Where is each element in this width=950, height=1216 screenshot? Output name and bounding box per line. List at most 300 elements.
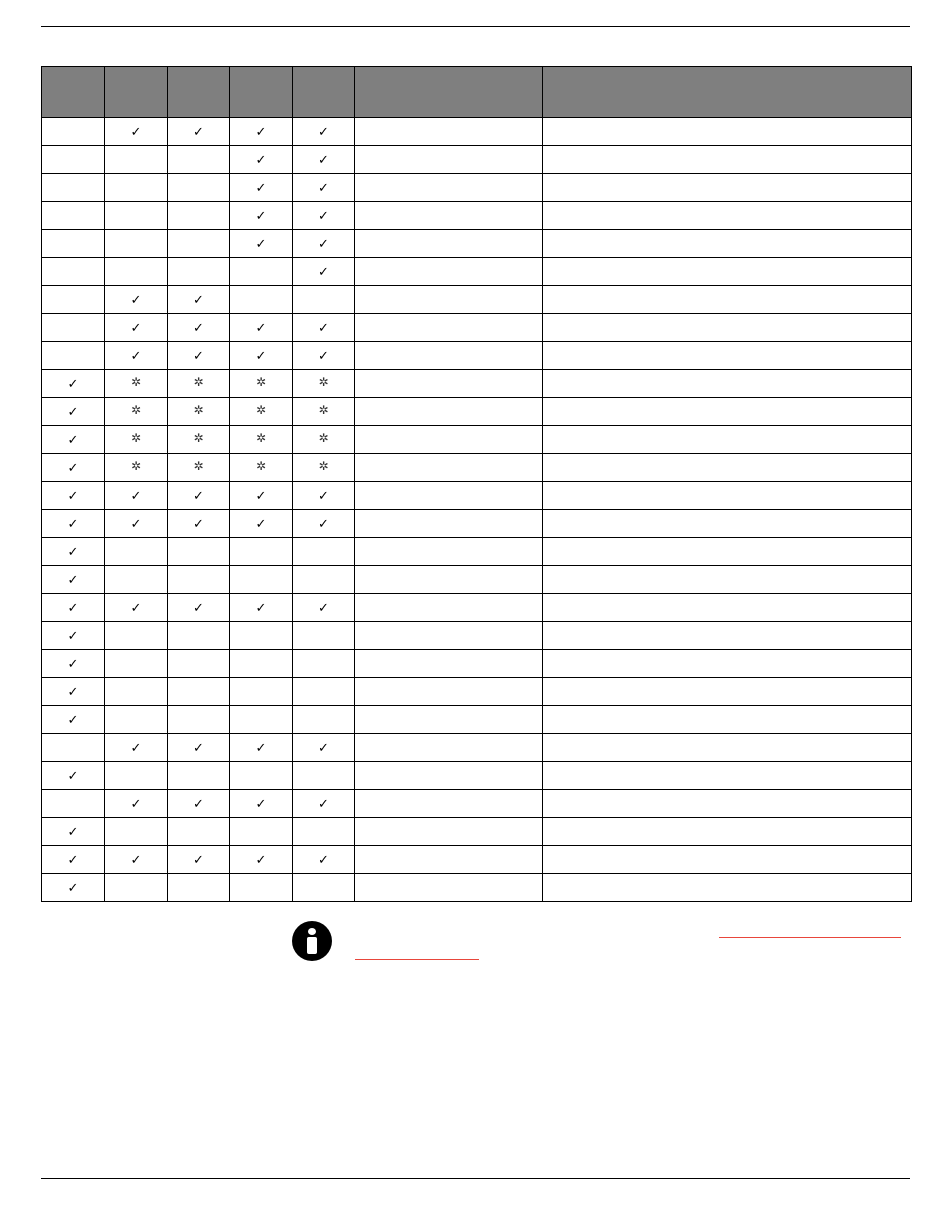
check-mark-icon: ✓ <box>193 489 204 504</box>
table-cell <box>42 174 105 202</box>
asterisk-icon: ✲ <box>130 403 142 417</box>
table-cell <box>293 146 355 174</box>
table-cell <box>168 510 230 538</box>
asterisk-icon: ✲ <box>318 375 329 389</box>
table-cell <box>355 874 543 902</box>
check-mark-icon: ✓ <box>255 237 267 252</box>
table-cell <box>543 258 912 286</box>
table-cell <box>230 482 293 510</box>
table-row <box>42 454 912 482</box>
table-cell <box>355 258 543 286</box>
table-header-row <box>42 67 912 118</box>
check-mark-icon: ✓ <box>318 153 329 168</box>
table-cell <box>293 398 355 426</box>
check-mark-icon: ✓ <box>130 741 142 756</box>
column-header <box>543 67 912 118</box>
table-cell <box>105 342 168 370</box>
table-cell <box>293 258 355 286</box>
table-row <box>42 734 912 762</box>
asterisk-icon: ✲ <box>255 403 267 417</box>
table-cell <box>355 650 543 678</box>
table-cell <box>230 874 293 902</box>
table-cell <box>42 202 105 230</box>
table-cell <box>543 762 912 790</box>
table-cell <box>168 454 230 482</box>
check-mark-icon: ✓ <box>130 489 142 504</box>
check-mark-icon: ✓ <box>193 601 204 616</box>
table-cell <box>168 762 230 790</box>
table-cell <box>105 622 168 650</box>
table-cell <box>105 454 168 482</box>
check-mark-icon: ✓ <box>255 489 267 504</box>
table-cell <box>293 426 355 454</box>
table-cell <box>105 510 168 538</box>
asterisk-icon: ✲ <box>318 459 329 473</box>
note-link[interactable] <box>719 937 901 938</box>
table-cell <box>105 230 168 258</box>
table-cell <box>168 846 230 874</box>
table-cell <box>293 650 355 678</box>
check-mark-icon: ✓ <box>193 321 204 336</box>
table-cell <box>293 342 355 370</box>
check-mark-icon: ✓ <box>130 853 142 868</box>
table-cell <box>293 118 355 146</box>
table-cell <box>230 706 293 734</box>
table-cell <box>543 342 912 370</box>
table-body <box>42 118 912 902</box>
table-cell <box>230 286 293 314</box>
check-mark-icon: ✓ <box>67 713 79 728</box>
check-mark-icon: ✓ <box>130 293 142 308</box>
table-cell <box>293 230 355 258</box>
check-mark-icon: ✓ <box>67 601 79 616</box>
table-cell <box>105 118 168 146</box>
check-mark-icon: ✓ <box>67 433 79 448</box>
table-row <box>42 790 912 818</box>
table-cell <box>168 622 230 650</box>
table-cell <box>168 790 230 818</box>
note-link-continued[interactable] <box>355 959 479 960</box>
table-cell <box>293 286 355 314</box>
table-cell <box>230 426 293 454</box>
check-mark-icon: ✓ <box>318 321 329 336</box>
table-cell <box>355 762 543 790</box>
table-cell <box>230 762 293 790</box>
table-cell <box>105 398 168 426</box>
table-cell <box>293 174 355 202</box>
table-cell <box>355 734 543 762</box>
table-cell <box>42 594 105 622</box>
table-cell <box>168 146 230 174</box>
check-mark-icon: ✓ <box>255 853 267 868</box>
table-cell <box>42 146 105 174</box>
table-cell <box>543 314 912 342</box>
check-mark-icon: ✓ <box>255 181 267 196</box>
table-cell <box>105 370 168 398</box>
table-cell <box>355 678 543 706</box>
table-cell <box>230 566 293 594</box>
table-cell <box>355 790 543 818</box>
column-header <box>42 67 105 118</box>
table-row <box>42 230 912 258</box>
table-cell <box>42 734 105 762</box>
table-cell <box>293 314 355 342</box>
table-row <box>42 370 912 398</box>
table-cell <box>105 706 168 734</box>
table-cell <box>105 566 168 594</box>
table-cell <box>105 286 168 314</box>
table-cell <box>105 734 168 762</box>
table-cell <box>355 510 543 538</box>
table-cell <box>543 734 912 762</box>
table-cell <box>355 398 543 426</box>
table-cell <box>168 258 230 286</box>
compatibility-table <box>41 66 912 902</box>
table-cell <box>105 678 168 706</box>
table-cell <box>355 370 543 398</box>
table-cell <box>105 846 168 874</box>
table-cell <box>168 426 230 454</box>
table-cell <box>293 594 355 622</box>
table-cell <box>105 650 168 678</box>
table-cell <box>355 174 543 202</box>
table-cell <box>543 426 912 454</box>
table-cell <box>543 790 912 818</box>
check-mark-icon: ✓ <box>318 349 329 364</box>
check-mark-icon: ✓ <box>318 741 329 756</box>
table-row <box>42 874 912 902</box>
table-cell <box>168 118 230 146</box>
table-cell <box>543 566 912 594</box>
table-cell <box>543 678 912 706</box>
check-mark-icon: ✓ <box>193 125 204 140</box>
asterisk-icon: ✲ <box>193 403 204 417</box>
column-header <box>230 67 293 118</box>
table-cell <box>543 482 912 510</box>
table-cell <box>42 510 105 538</box>
asterisk-icon: ✲ <box>130 459 142 473</box>
check-mark-icon: ✓ <box>255 153 267 168</box>
table-cell <box>293 762 355 790</box>
table-cell <box>355 118 543 146</box>
table-row <box>42 146 912 174</box>
table-cell <box>105 762 168 790</box>
table-row <box>42 482 912 510</box>
table-cell <box>355 146 543 174</box>
table-cell <box>355 314 543 342</box>
table-cell <box>543 818 912 846</box>
asterisk-icon: ✲ <box>255 459 267 473</box>
table-row <box>42 174 912 202</box>
table-cell <box>355 594 543 622</box>
table-cell <box>355 566 543 594</box>
table-cell <box>168 398 230 426</box>
table-cell <box>293 790 355 818</box>
table-cell <box>168 370 230 398</box>
table-cell <box>355 706 543 734</box>
check-mark-icon: ✓ <box>193 517 204 532</box>
check-mark-icon: ✓ <box>318 125 329 140</box>
asterisk-icon: ✲ <box>130 375 142 389</box>
check-mark-icon: ✓ <box>318 517 329 532</box>
table-cell <box>230 594 293 622</box>
table-cell <box>168 482 230 510</box>
check-mark-icon: ✓ <box>130 601 142 616</box>
check-mark-icon: ✓ <box>193 741 204 756</box>
check-mark-icon: ✓ <box>318 853 329 868</box>
table-cell <box>42 118 105 146</box>
info-icon <box>292 921 332 961</box>
table-cell <box>105 314 168 342</box>
check-mark-icon: ✓ <box>318 181 329 196</box>
table-cell <box>168 230 230 258</box>
check-mark-icon: ✓ <box>67 881 79 896</box>
table-cell <box>42 566 105 594</box>
check-mark-icon: ✓ <box>193 293 204 308</box>
asterisk-icon: ✲ <box>130 431 142 445</box>
check-mark-icon: ✓ <box>67 853 79 868</box>
table-row <box>42 594 912 622</box>
table-cell <box>293 846 355 874</box>
table-cell <box>168 286 230 314</box>
asterisk-icon: ✲ <box>193 431 204 445</box>
header-rule <box>41 26 910 27</box>
table-cell <box>230 538 293 566</box>
check-mark-icon: ✓ <box>318 209 329 224</box>
table-row <box>42 426 912 454</box>
table-cell <box>293 370 355 398</box>
table-cell <box>543 398 912 426</box>
check-mark-icon: ✓ <box>193 797 204 812</box>
table-cell <box>230 678 293 706</box>
table-row <box>42 202 912 230</box>
table-cell <box>230 370 293 398</box>
table-cell <box>543 118 912 146</box>
table-cell <box>105 258 168 286</box>
table-cell <box>543 874 912 902</box>
check-mark-icon: ✓ <box>67 629 79 644</box>
table-cell <box>230 818 293 846</box>
table-cell <box>543 650 912 678</box>
table-cell <box>543 174 912 202</box>
table-cell <box>42 706 105 734</box>
table-cell <box>543 706 912 734</box>
table-row <box>42 118 912 146</box>
table-cell <box>105 818 168 846</box>
table-cell <box>42 818 105 846</box>
table-row <box>42 650 912 678</box>
table-cell <box>105 202 168 230</box>
table-cell <box>42 846 105 874</box>
table-cell <box>230 174 293 202</box>
table-cell <box>168 650 230 678</box>
check-mark-icon: ✓ <box>318 797 329 812</box>
check-mark-icon: ✓ <box>130 797 142 812</box>
table-cell <box>230 734 293 762</box>
table-cell <box>230 258 293 286</box>
table-cell <box>230 342 293 370</box>
table-cell <box>293 454 355 482</box>
check-mark-icon: ✓ <box>255 741 267 756</box>
check-mark-icon: ✓ <box>318 601 329 616</box>
table-cell <box>355 426 543 454</box>
table-cell <box>105 146 168 174</box>
table-cell <box>230 230 293 258</box>
table-cell <box>230 510 293 538</box>
check-mark-icon: ✓ <box>130 517 142 532</box>
table-cell <box>42 538 105 566</box>
table-cell <box>543 510 912 538</box>
table-cell <box>293 566 355 594</box>
check-mark-icon: ✓ <box>67 377 79 392</box>
table-cell <box>543 594 912 622</box>
check-mark-icon: ✓ <box>67 545 79 560</box>
table-row <box>42 622 912 650</box>
table-cell <box>230 650 293 678</box>
check-mark-icon: ✓ <box>193 349 204 364</box>
table-cell <box>293 734 355 762</box>
table-cell <box>105 426 168 454</box>
table-row <box>42 342 912 370</box>
table-cell <box>293 202 355 230</box>
table-cell <box>543 846 912 874</box>
table-row <box>42 510 912 538</box>
table-cell <box>230 846 293 874</box>
table-row <box>42 678 912 706</box>
table-row <box>42 538 912 566</box>
table-cell <box>355 342 543 370</box>
asterisk-icon: ✲ <box>193 459 204 473</box>
check-mark-icon: ✓ <box>67 825 79 840</box>
table-cell <box>168 734 230 762</box>
column-header <box>105 67 168 118</box>
table-cell <box>42 342 105 370</box>
column-header <box>293 67 355 118</box>
table-cell <box>543 286 912 314</box>
asterisk-icon: ✲ <box>193 375 204 389</box>
check-mark-icon: ✓ <box>255 601 267 616</box>
table-cell <box>42 286 105 314</box>
asterisk-icon: ✲ <box>255 375 267 389</box>
table-cell <box>543 202 912 230</box>
table-cell <box>230 118 293 146</box>
check-mark-icon: ✓ <box>130 321 142 336</box>
asterisk-icon: ✲ <box>318 431 329 445</box>
table-cell <box>42 258 105 286</box>
table-cell <box>42 398 105 426</box>
table-row <box>42 846 912 874</box>
table-cell <box>168 874 230 902</box>
check-mark-icon: ✓ <box>255 797 267 812</box>
check-mark-icon: ✓ <box>255 517 267 532</box>
check-mark-icon: ✓ <box>318 265 329 280</box>
table-cell <box>168 706 230 734</box>
check-mark-icon: ✓ <box>67 405 79 420</box>
table-cell <box>105 874 168 902</box>
table-cell <box>42 790 105 818</box>
check-mark-icon: ✓ <box>67 489 79 504</box>
table-cell <box>543 146 912 174</box>
table-row <box>42 258 912 286</box>
check-mark-icon: ✓ <box>130 125 142 140</box>
check-mark-icon: ✓ <box>255 125 267 140</box>
check-mark-icon: ✓ <box>255 321 267 336</box>
table-cell <box>42 426 105 454</box>
table-cell <box>168 202 230 230</box>
table-cell <box>543 230 912 258</box>
table-cell <box>355 286 543 314</box>
table-cell <box>105 594 168 622</box>
table-cell <box>42 874 105 902</box>
table-cell <box>230 314 293 342</box>
table-cell <box>355 230 543 258</box>
table-cell <box>355 482 543 510</box>
check-mark-icon: ✓ <box>255 209 267 224</box>
table-cell <box>355 202 543 230</box>
table-row <box>42 286 912 314</box>
table-row <box>42 398 912 426</box>
table-cell <box>230 790 293 818</box>
table-cell <box>230 398 293 426</box>
table-cell <box>42 230 105 258</box>
check-mark-icon: ✓ <box>318 489 329 504</box>
table-cell <box>355 454 543 482</box>
table-cell <box>543 538 912 566</box>
table-cell <box>230 202 293 230</box>
table-cell <box>168 538 230 566</box>
table-cell <box>168 818 230 846</box>
table-row <box>42 818 912 846</box>
table-cell <box>355 622 543 650</box>
table-cell <box>543 622 912 650</box>
table-cell <box>230 454 293 482</box>
table-cell <box>105 790 168 818</box>
table-row <box>42 706 912 734</box>
table-cell <box>42 678 105 706</box>
table-cell <box>42 314 105 342</box>
table-cell <box>355 846 543 874</box>
table-cell <box>42 454 105 482</box>
table-cell <box>168 174 230 202</box>
check-mark-icon: ✓ <box>67 517 79 532</box>
table-cell <box>293 538 355 566</box>
asterisk-icon: ✲ <box>255 431 267 445</box>
table-cell <box>293 482 355 510</box>
table-cell <box>293 818 355 846</box>
table-cell <box>168 566 230 594</box>
check-mark-icon: ✓ <box>193 853 204 868</box>
table-cell <box>42 370 105 398</box>
table-cell <box>105 174 168 202</box>
table-cell <box>543 454 912 482</box>
table-cell <box>42 650 105 678</box>
table-cell <box>42 622 105 650</box>
column-header <box>168 67 230 118</box>
table-cell <box>543 370 912 398</box>
table-cell <box>168 314 230 342</box>
check-mark-icon: ✓ <box>130 349 142 364</box>
check-mark-icon: ✓ <box>67 657 79 672</box>
check-mark-icon: ✓ <box>67 461 79 476</box>
table-cell <box>355 538 543 566</box>
table-cell <box>293 622 355 650</box>
table-cell <box>42 762 105 790</box>
check-mark-icon: ✓ <box>255 349 267 364</box>
table-row <box>42 314 912 342</box>
asterisk-icon: ✲ <box>318 403 329 417</box>
table-cell <box>293 706 355 734</box>
table-cell <box>168 594 230 622</box>
